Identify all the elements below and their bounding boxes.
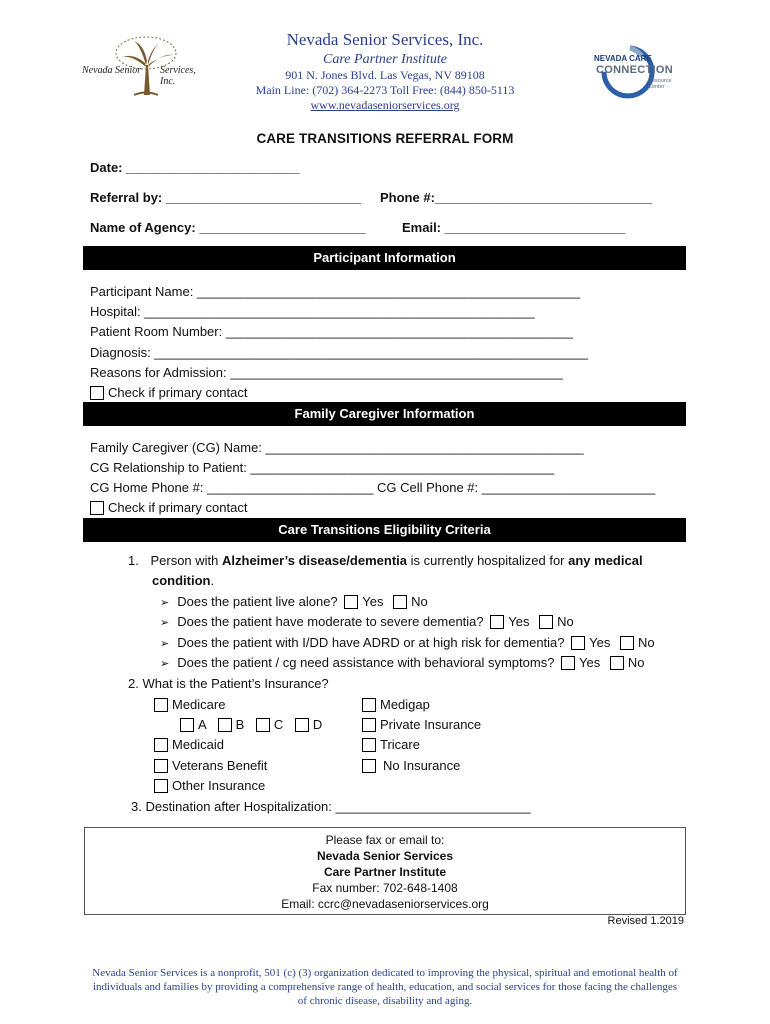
ins-none[interactable]: [362, 758, 460, 773]
no-insurance-label: No Insurance: [383, 758, 461, 773]
q1-text-a: Person with: [150, 553, 223, 568]
ins-other[interactable]: [154, 778, 265, 793]
contact-email: Email: ccrc@nevadaseniorservices.org: [281, 897, 489, 911]
sub-question-4: [160, 655, 645, 670]
phone-field[interactable]: Phone #:______________________________: [380, 190, 652, 205]
caregiver-relationship-field[interactable]: CG Relationship to Patient: __________________________________________: [90, 460, 555, 475]
org-name: Nevada Senior Services, Inc.: [286, 30, 484, 49]
sub-q-2-text: Does the patient have moderate to severe dementia?: [177, 614, 484, 629]
caregiver-primary-label: Check if primary contact: [108, 500, 248, 515]
footer-mission: Nevada Senior Services is a nonprofit, 501 (c) (3) organization dedicated to improving the physical, spiritual and emotional health of individuals and families by providing a comprehensive range of health, education, and social services for those facing the challenges of chronic disease, disability and aging.: [92, 967, 678, 1007]
sub-q-1-yes: Yes: [362, 594, 384, 609]
veterans-checkbox[interactable]: [154, 759, 168, 773]
sub-q-2-no-checkbox[interactable]: [539, 615, 553, 629]
part-d-label: D: [312, 717, 323, 732]
medigap-checkbox[interactable]: [362, 698, 376, 712]
q1-text-e: condition: [152, 573, 211, 588]
medicare-label: Medicare: [172, 697, 226, 712]
caregiver-primary-checkbox[interactable]: [90, 501, 104, 515]
question-1: [128, 553, 643, 568]
logo-line-3: Resource: [648, 78, 672, 84]
sub-q-4-no: No: [627, 655, 645, 670]
logo-line-4: Center: [648, 84, 665, 90]
logo-line-1: NEVADA CARE: [594, 54, 652, 63]
contact-line-1: Please fax or email to:: [325, 833, 445, 847]
logo-line-2: CONNECTION: [596, 64, 673, 76]
sub-q-2-no: No: [557, 614, 574, 629]
medicaid-checkbox[interactable]: [154, 738, 168, 752]
other-insurance-label: Other Insurance: [172, 778, 266, 793]
medicaid-label: Medicaid: [172, 737, 225, 752]
sub-q-4-no-checkbox[interactable]: [610, 656, 624, 670]
date-field[interactable]: Date: ________________________: [90, 160, 300, 175]
room-number-field[interactable]: Patient Room Number: ________________________________________________: [90, 324, 573, 339]
q1-text-b: Alzheimer’s disease/dementia: [222, 553, 407, 568]
medicare-checkbox[interactable]: [154, 698, 168, 712]
org-address: 901 N. Jones Blvd. Las Vegas, NV 89108: [285, 68, 485, 82]
arrow-bullet-icon: ➢: [160, 597, 170, 609]
sub-q-2-yes: Yes: [508, 614, 530, 629]
veterans-label: Veterans Benefit: [172, 758, 268, 773]
ins-veterans[interactable]: [154, 758, 267, 773]
ins-medicaid[interactable]: [154, 737, 224, 752]
sub-q-4-yes-checkbox[interactable]: [561, 656, 575, 670]
form-title: CARE TRANSITIONS REFERRAL FORM: [256, 131, 514, 146]
org-phones: Main Line: (702) 364-2273 Toll Free: (844) 850-5113: [255, 83, 515, 97]
q1-number: 1.: [128, 553, 139, 568]
caregiver-info-header: Family Caregiver Information: [83, 402, 686, 426]
sub-q-4-text: Does the patient / cg need assistance with behavioral symptoms?: [177, 655, 555, 670]
sub-q-3-yes-checkbox[interactable]: [571, 636, 585, 650]
part-c-checkbox[interactable]: [256, 718, 270, 732]
arrow-bullet-icon: ➢: [160, 617, 170, 629]
arrow-bullet-icon: ➢: [160, 638, 170, 650]
participant-primary-contact[interactable]: [90, 385, 247, 400]
tricare-label: Tricare: [380, 737, 420, 752]
org-website-link[interactable]: www.nevadaseniorservices.org: [310, 98, 460, 112]
tricare-checkbox[interactable]: [362, 738, 376, 752]
contact-line-3: Care Partner Institute: [323, 865, 447, 879]
q1-text-c: is currently hospitalized for: [407, 553, 569, 568]
q1-text-d: any medical: [568, 553, 643, 568]
ins-medicare-parts: [180, 717, 322, 732]
no-insurance-checkbox[interactable]: [362, 759, 376, 773]
ins-private[interactable]: [362, 717, 481, 732]
sub-q-1-no: No: [411, 594, 428, 609]
caregiver-phone-fields[interactable]: CG Home Phone #: _______________________ CG Cell Phone #: ________________________: [90, 480, 656, 495]
ins-medicare[interactable]: [154, 697, 225, 712]
part-b-checkbox[interactable]: [218, 718, 232, 732]
other-insurance-checkbox[interactable]: [154, 779, 168, 793]
part-b-label: B: [235, 717, 245, 732]
contact-line-2: Nevada Senior Services: [316, 849, 454, 863]
caregiver-name-field[interactable]: Family Caregiver (CG) Name: ____________________________________________: [90, 440, 584, 455]
participant-primary-label: Check if primary contact: [108, 385, 248, 400]
sub-q-1-yes-checkbox[interactable]: [344, 595, 358, 609]
revised-date: Revised 1.2019: [607, 915, 684, 927]
contact-box: [84, 827, 686, 915]
contact-fax: Fax number: 702-648-1408: [312, 881, 458, 895]
sub-q-3-yes: Yes: [589, 635, 611, 650]
sub-question-1: [160, 594, 428, 609]
institute-name: Care Partner Institute: [323, 52, 447, 67]
diagnosis-field[interactable]: Diagnosis: ____________________________________________________________: [90, 345, 589, 360]
part-a-checkbox[interactable]: [180, 718, 194, 732]
logo-text-left: Nevada Senior: [82, 65, 142, 76]
referral-by-field[interactable]: Referral by: ___________________________: [90, 190, 362, 205]
nevada-care-connection-logo: [590, 42, 690, 100]
hospital-field[interactable]: Hospital: ______________________________________________________: [90, 304, 535, 319]
private-insurance-checkbox[interactable]: [362, 718, 376, 732]
agency-field[interactable]: Name of Agency: _______________________: [90, 220, 366, 235]
sub-q-2-yes-checkbox[interactable]: [490, 615, 504, 629]
sub-question-3: [160, 635, 655, 650]
arrow-bullet-icon: ➢: [160, 658, 170, 670]
reasons-field[interactable]: Reasons for Admission: ______________________________________________: [90, 365, 563, 380]
sub-q-1-text: Does the patient live alone?: [177, 594, 338, 609]
sub-q-1-no-checkbox[interactable]: [393, 595, 407, 609]
part-c-label: C: [273, 717, 284, 732]
q1-continuation: [152, 573, 214, 588]
caregiver-primary-contact[interactable]: [90, 500, 247, 515]
private-insurance-label: Private Insurance: [380, 717, 482, 732]
sub-q-4-yes: Yes: [579, 655, 601, 670]
part-a-label: A: [198, 717, 206, 732]
sub-q-3-no: No: [637, 635, 655, 650]
question-2: 2. What is the Patient’s Insurance?: [128, 676, 329, 691]
q1-text-f: .: [210, 573, 215, 588]
part-d-checkbox[interactable]: [295, 718, 309, 732]
participant-info-header: Participant Information: [83, 246, 686, 270]
ins-medigap[interactable]: [362, 697, 430, 712]
sub-question-2: [160, 614, 574, 629]
participant-primary-checkbox[interactable]: [90, 386, 104, 400]
eligibility-header: Care Transitions Eligibility Criteria: [83, 518, 686, 542]
question-3[interactable]: 3. Destination after Hospitalization: ___________________________: [131, 799, 531, 814]
ins-tricare[interactable]: [362, 737, 420, 752]
sub-q-3-text: Does the patient with I/DD have ADRD or at high risk for dementia?: [177, 635, 565, 650]
sub-q-3-no-checkbox[interactable]: [620, 636, 634, 650]
email-field[interactable]: Email: _________________________: [402, 220, 626, 235]
medigap-label: Medigap: [380, 697, 430, 712]
logo-text-right: Services, Inc.: [160, 65, 196, 87]
participant-name-field[interactable]: Participant Name: _____________________________________________________: [90, 284, 581, 299]
